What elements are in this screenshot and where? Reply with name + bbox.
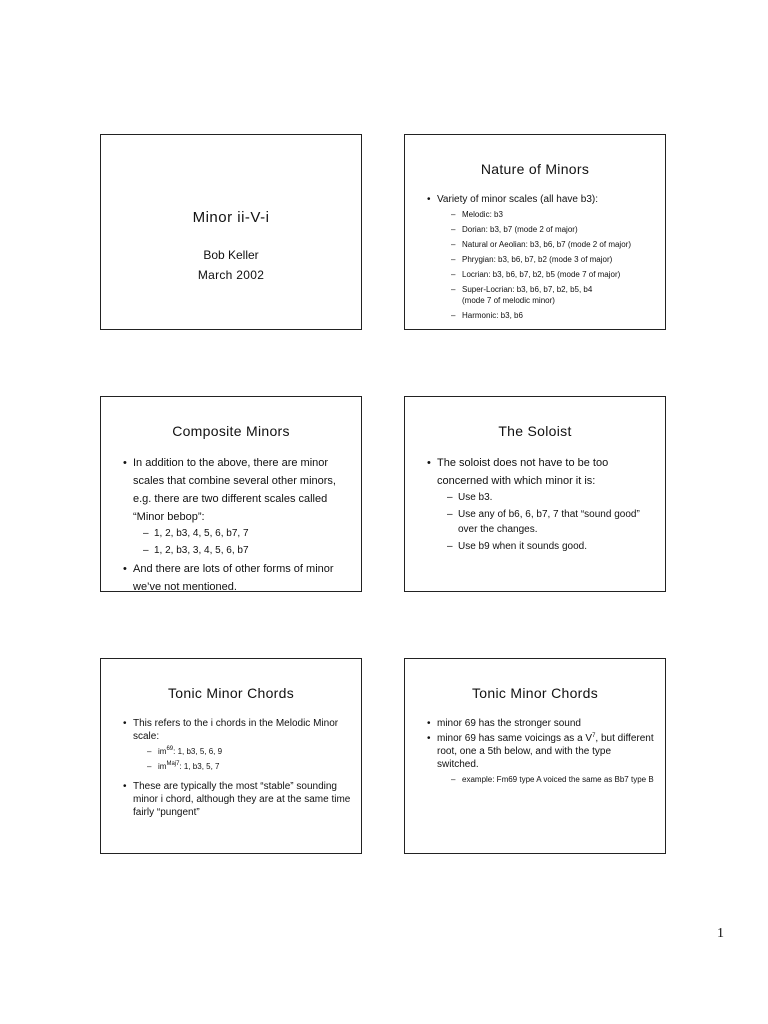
list-item: – Locrian: b3, b6, b7, b2, b5 (mode 7 of major) [451,269,655,280]
presentation-date: March 2002 [197,268,265,282]
bullet-text: In addition to the above, there are minor scales that combine several other minors, e.g. there are two different scales called “Minor bebop”: [133,457,336,523]
list-item: – Use b9 when it sounds good. [447,539,655,554]
slide-heading: Nature of Minors [480,161,590,177]
sub-list [147,746,351,772]
list-item: • minor 69 has the stronger sound [427,717,655,730]
chord-tones: : 1, b3, 5, 7 [179,762,220,771]
list-item: – Harmonic: b3, b6 [451,310,655,321]
presentation-title: Minor ii-V-i [192,209,270,226]
chord-superscript: 69 [166,746,174,752]
list-item [123,717,351,772]
slide-tonic-minor-chords-2 [404,658,666,854]
chord-symbol: im [158,747,167,756]
list-item: – 1, 2, b3, 3, 4, 5, 6, b7 [143,543,351,558]
slide-nature-of-minors [404,134,666,330]
slide-tonic-minor-chords-1 [100,658,362,854]
slide-heading: Tonic Minor Chords [472,685,598,701]
list-item: • These are typically the most “stable” sounding minor i chord, although they are at the same time fairly “pungent” [123,780,351,819]
list-item [147,761,351,772]
bullet-text-continued: , but different root, one a 5th below, and with the type switched. [437,733,654,770]
list-item: – Use any of b6, 6, b7, 7 that “sound good” over the changes. [447,507,655,537]
bullet-text: The soloist does not have to be too concerned with which minor it is: [437,457,609,487]
bullet-list [405,454,665,554]
slide-heading: Composite Minors [172,423,290,439]
sub-list [451,774,655,785]
list-item [451,284,655,306]
bullet-text: Variety of minor scales (all have b3): [437,194,598,205]
list-item [427,454,655,554]
sub-list [143,526,351,558]
bullet-text: This refers to the i chords in the Melodic Minor scale: [133,718,339,742]
chord-tones: : 1, b3, 5, 6, 9 [173,747,223,756]
slide-heading: The Soloist [498,423,572,439]
list-item [427,193,655,321]
bullet-list [101,454,361,596]
list-item: – Use b3. [447,490,655,505]
bullet-list [405,717,665,785]
sub-list [447,490,655,554]
page-number: 1 [717,926,724,941]
list-item-text: Super-Locrian: b3, b6, b7, b2, b5, b4 [462,285,593,294]
list-item-continuation: (mode 7 of melodic minor) [462,296,555,305]
chord-superscript: 7 [592,733,596,739]
list-item: – Natural or Aeolian: b3, b6, b7 (mode 2 of major) [451,239,655,250]
bullet-list [101,717,361,819]
author-name: Bob Keller [203,248,259,262]
list-item: – Melodic: b3 [451,209,655,220]
list-item: – Dorian: b3, b7 (mode 2 of major) [451,224,655,235]
slide-the-soloist [404,396,666,592]
chord-superscript: Maj7 [166,761,180,767]
slide-heading: Tonic Minor Chords [168,685,294,701]
bullet-text: minor 69 has same voicings as a V [437,733,593,744]
list-item: • And there are lots of other forms of minor we’ve not mentioned. [123,560,351,596]
list-item [123,454,351,558]
chord-symbol: im [158,762,167,771]
list-item: – Phrygian: b3, b6, b7, b2 (mode 3 of major) [451,254,655,265]
bullet-list [405,193,665,321]
list-item: – example: Fm69 type A voiced the same as Bb7 type B [451,774,655,785]
slide-title-card [100,134,362,330]
sub-list [451,209,655,321]
list-item [427,732,655,785]
list-item: – 1, 2, b3, 4, 5, 6, b7, 7 [143,526,351,541]
list-item [147,746,351,757]
slide-composite-minors [100,396,362,592]
